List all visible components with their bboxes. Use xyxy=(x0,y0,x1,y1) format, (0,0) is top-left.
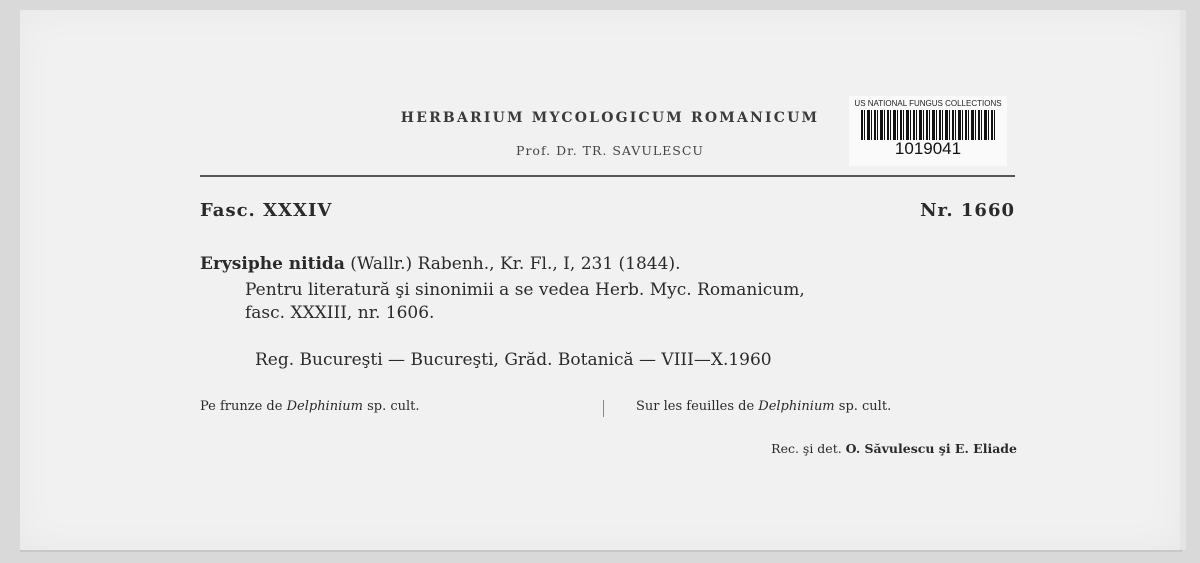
host-ro-suffix: sp. cult. xyxy=(362,399,420,414)
literature-line-2: fasc. XXXIII, nr. 1606. xyxy=(245,303,435,323)
host-romanian xyxy=(200,399,420,414)
header-rule xyxy=(200,175,1015,177)
collector-prefix: Rec. şi det. xyxy=(771,441,846,456)
barcode-icon xyxy=(861,110,995,140)
host-fr-prefix: Sur les feuilles de xyxy=(636,399,759,414)
species-name: Erysiphe nitida xyxy=(200,254,345,274)
species-authority: (Wallr.) Rabenh., Kr. Fl., I, 231 (1844). xyxy=(344,254,681,274)
barcode-label xyxy=(849,96,1007,166)
host-ro-prefix: Pe frunze de xyxy=(200,399,287,414)
herbarium-director: Prof. Dr. TR. SAVULESCU xyxy=(516,143,704,158)
specimen-number: Nr. 1660 xyxy=(920,200,1015,221)
literature-line-1: Pentru literatură şi sinonimii a se vedea Herb. Myc. Romanicum, xyxy=(245,280,805,300)
host-fr-genus: Delphinium xyxy=(758,399,835,414)
paper-edge xyxy=(1180,10,1186,550)
host-french xyxy=(636,399,891,414)
host-divider xyxy=(603,400,604,417)
collector-line xyxy=(771,441,1017,456)
species-line xyxy=(200,254,680,274)
locality: Reg. Bucureşti — Bucureşti, Grăd. Botanică — VIII—X.1960 xyxy=(255,350,772,370)
host-ro-genus: Delphinium xyxy=(286,399,363,414)
host-fr-suffix: sp. cult. xyxy=(834,399,892,414)
herbarium-title: HERBARIUM MYCOLOGICUM ROMANICUM xyxy=(400,110,820,126)
barcode-number: 1019041 xyxy=(894,139,962,158)
fascicle: Fasc. XXXIV xyxy=(200,200,333,221)
barcode-caption: US NATIONAL FUNGUS COLLECTIONS xyxy=(854,99,1002,108)
collector-names: O. Săvulescu şi E. Eliade xyxy=(845,441,1017,456)
